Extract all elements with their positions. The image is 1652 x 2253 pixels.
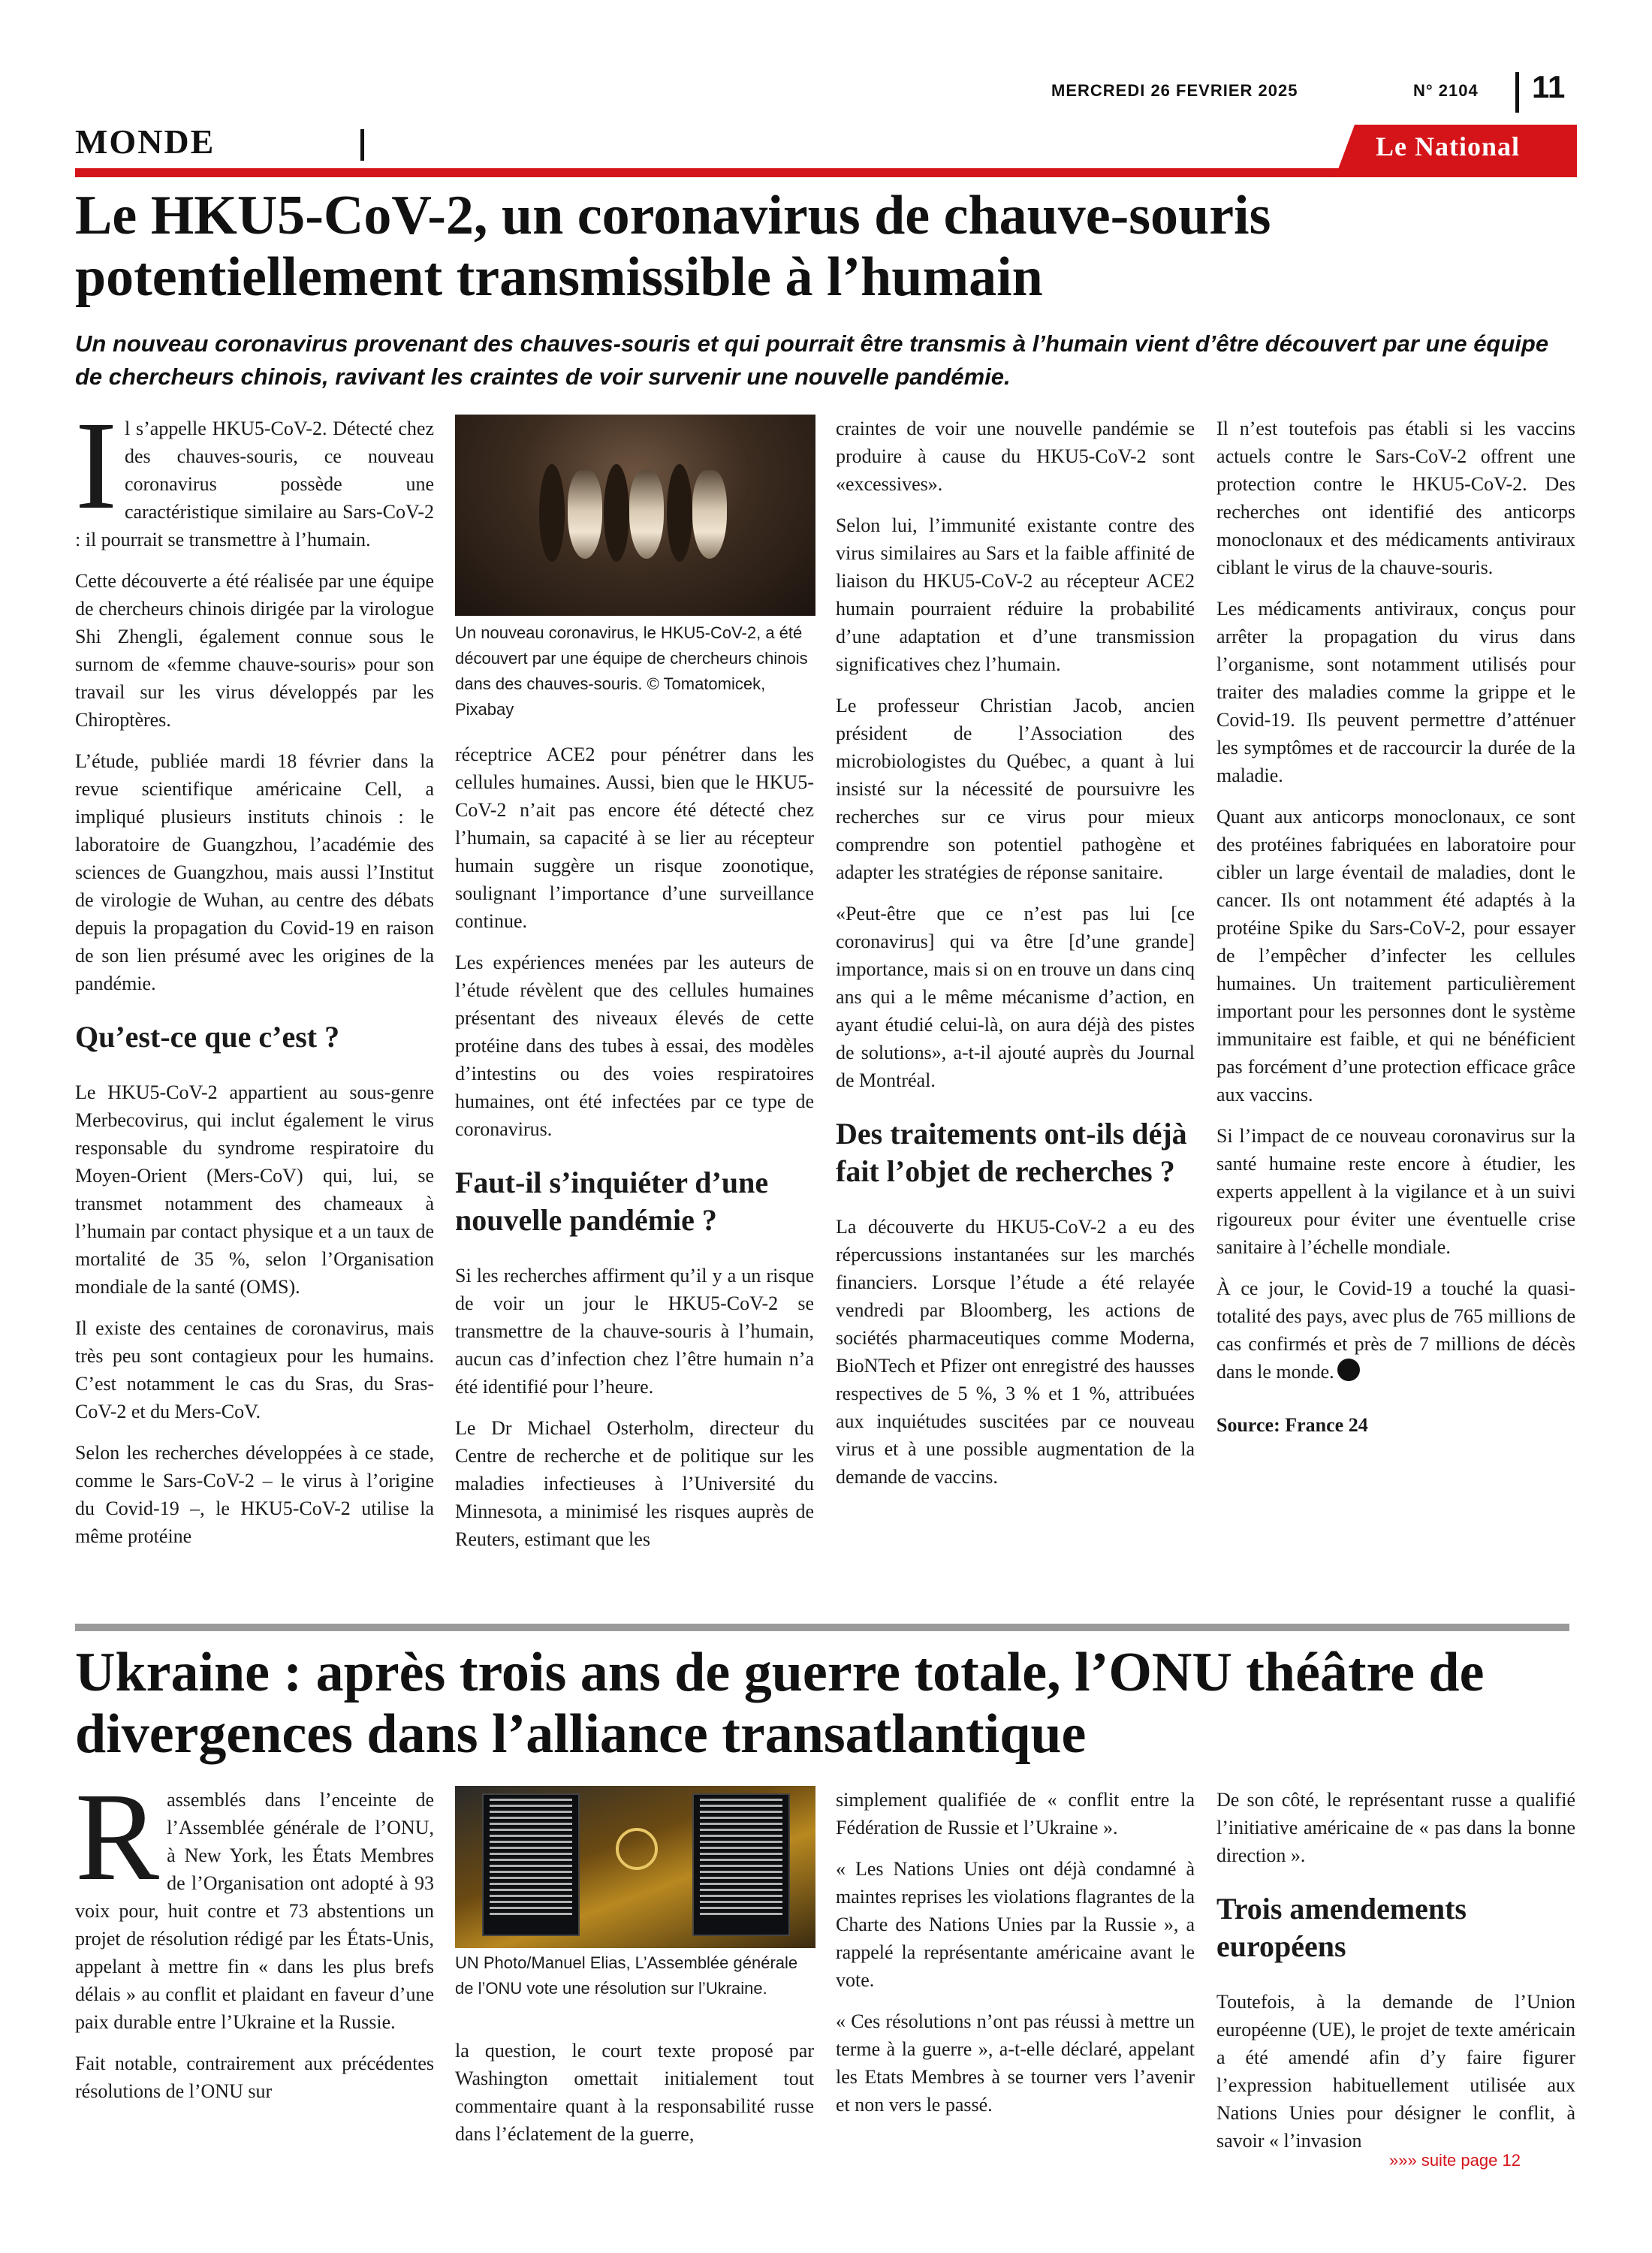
paragraph: Selon lui, l’immunité existante contre des virus similaires au Sars et la faible affinité de liaison du HKU5-CoV-2 au récepteur ACE2 humain pourraient réduire la probabilité d’une adaptation et d’une transmission significatives chez l’humain. [836, 514, 1195, 675]
paragraph: Le Dr Michael Osterholm, directeur du Centre de recherche et de politique sur les maladies infectieuses à l’Université du Minnesota, a minimisé les risques auprès de Reuters, estimant que les [455, 1417, 814, 1550]
paragraph: Toutefois, à la demande de l’Union européenne (UE), le projet de texte américain a été amendé afin d’y faire figurer l’expression habituellement utilisée aux Nations Unies pour désigner le conflit, à savoir « l’invasion [1216, 1991, 1575, 2152]
vote-board [692, 1793, 790, 1936]
article-column [1216, 1786, 1575, 2168]
bat [629, 470, 664, 559]
paragraph: De son côté, le représentant russe a qualifié l’initiative américaine de « pas dans la bonne direction ». [1216, 1789, 1575, 1866]
subheading: Trois amendements européens [1216, 1892, 1467, 1963]
lead-paragraph [75, 1767, 434, 2036]
paragraph: Les médicaments antiviraux, conçus pour arrêter la propagation du virus dans l’organisme, sont notamment utilisés pour traiter des maladies comme la grippe et le Covid-19. Ils peuvent permettre d’atténuer les symptômes et de raccourcir la durée de la maladie. [1216, 598, 1575, 786]
un-emblem-icon [616, 1828, 658, 1870]
article-column [1216, 415, 1575, 1452]
closing-paragraph [1216, 1274, 1575, 1386]
article-divider [75, 1624, 1569, 1631]
paragraph: Le professeur Christian Jacob, ancien président de l’Association des microbiologistes du Québec, a quant à lui insisté sur la nécessité de poursuivre les recherches sur ce virus pour mieux comprendre son potentiel pathogène et adapter les stratégies de réponse sanitaire. [836, 695, 1195, 883]
paragraph: «Peut-être que ce n’est pas lui [ce coronavirus] qui va être [d’une grande] importance, mais si on en trouve un dans cinq ans qui a le même mécanisme d’action, en ayant étudié celui-là, on aura déjà des pistes de solutions», a-t-il ajouté auprès du Journal de Montréal. [836, 903, 1195, 1091]
paragraph: Il existe des centaines de coronavirus, mais très peu sont contagieux pour les humains. C’est notamment le cas du Sras, du Sras-CoV-2 et du Mers-CoV. [75, 1317, 434, 1422]
article-headline [75, 1642, 1577, 1765]
brand-logo-text: Le National [1376, 131, 1521, 161]
lead-paragraph [75, 396, 434, 553]
lead-text: l s’appelle HKU5-CoV-2. Détecté chez des chauves-souris, ce nouveau coronavirus possède une caractéristique similaire au Sars-CoV-2 : il pourrait se transmettre à l’humain. [75, 418, 434, 550]
bat [692, 470, 727, 559]
page-number: 11 [1532, 69, 1566, 104]
paragraph: la question, le court texte proposé par Washington omettait initialement tout commentaire quant à la responsabilité russe dans l’éclatement de la guerre, [455, 2040, 814, 2145]
headline-line: potentiellement transmissible à l’humain [75, 246, 1043, 308]
paragraph: Les expériences menées par les auteurs de l’étude révèlent que des cellules humaines présentant des niveaux élevés de cette protéine dans des tubes à essai, des modèles d’intestins ou des voies respiratoires humaines, ont été infectées par ce type de coronavirus. [455, 952, 814, 1140]
subheading: Faut-il s’inquiéter d’une nouvelle pandémie ? [455, 1166, 769, 1237]
paragraph: réceptrice ACE2 pour pénétrer dans les cellules humaines. Aussi, bien que le HKU5-CoV-2 n’ait pas encore été détecté chez l’humain, sa capacité à se lier au récepteur humain suggère un risque zoonotique, soulignant l’importance d’une surveillance continue. [455, 743, 814, 932]
paragraph: « Ces résolutions n’ont pas réussi à mettre un terme à la guerre », a-t-elle déclaré, appelant les Etats Membres à se tourner vers l’avenir et non vers le passé. [836, 2010, 1195, 2116]
article-column [836, 1786, 1195, 2132]
paragraph: « Les Nations Unies ont déjà condamné à maintes reprises les violations flagrantes de la Charte des Nations Unies par la Russie », a rappelé la représentante américaine avant le vote. [836, 1858, 1195, 1991]
paragraph: L’étude, publiée mardi 18 février dans la revue scientifique américaine Cell, a impliqué plusieurs instituts chinois : le laboratoire de Guangzhou, l’académie des sciences de Guangzhou, mais aussi l’Institut de virologie de Wuhan, au centre des débats depuis la propagation du Covid-19 en raison de son lien présumé avec les origines de la pandémie. [75, 750, 434, 994]
paragraph: La découverte du HKU5-CoV-2 a eu des répercussions instantanées sur les marchés financiers. Lorsque l’étude a été relayée vendredi par Bloomberg, les actions de sociétés pharmaceutiques comme Moderna, BioNTech et Pfizer ont enregistré des hausses respectives de 5 %, 3 % et 1 %, attribuées aux inquiétudes suscitées par ce nouveau virus et à une possible augmentation de la demande de vaccins. [836, 1216, 1195, 1488]
section-divider [360, 129, 364, 161]
bat-wing [539, 464, 565, 562]
paragraph: Fait notable, contrairement aux précédentes résolutions de l’ONU sur [75, 2052, 434, 2102]
deck-line: Un nouveau coronavirus provenant des chauves-souris et qui pourrait être transmis à l’humain vient d’être découvert par une équipe [75, 330, 1549, 357]
issue-number: N° 2104 [1413, 81, 1479, 100]
closing-text: À ce jour, le Covid-19 a touché la quasi-totalité des pays, avec plus de 765 millions de cas confirmés et près de 7 millions de décès dans le monde. [1216, 1277, 1575, 1383]
subheading: Des traitements ont-ils déjà fait l’objet de recherches ? [836, 1117, 1187, 1188]
page-number-divider [1515, 72, 1519, 113]
paragraph: Si l’impact de ce nouveau coronavirus sur la santé humaine reste encore à étudier, les experts appellent à la vigilance et à un suivi rigoureux pour éviter une éventuelle crise sanitaire à l’échelle mondiale. [1216, 1125, 1575, 1258]
section-title: MONDE [75, 122, 216, 161]
article-column [75, 396, 434, 1564]
bat [568, 470, 602, 559]
article-column [75, 1767, 434, 2119]
subheading: Qu’est-ce que c’est ? [75, 1020, 340, 1054]
paragraph: Cette découverte a été réalisée par une équipe de chercheurs chinois dirigée par la virologue Shi Zhengli, également connue sous le surnom de «femme chauve-souris» pour son travail sur les virus développés par les Chiroptères. [75, 570, 434, 731]
paragraph: simplement qualifiée de « conflit entre la Fédération de Russie et l’Ukraine ». [836, 1789, 1195, 1838]
photo-caption: Un nouveau coronavirus, le HKU5-CoV-2, a été découvert par une équipe de chercheurs chinois dans des chauves-souris. © Tomatomicek, Pixabay [455, 623, 808, 719]
deck-line: de chercheurs chinois, ravivant les craintes de voir survenir une nouvelle pandémie. [75, 363, 1011, 390]
article-column [455, 2037, 814, 2161]
drop-cap: R [75, 1767, 160, 1907]
vote-board [482, 1793, 580, 1936]
article-deck [75, 327, 1577, 394]
paragraph: Le HKU5-CoV-2 appartient au sous-genre Merbecovirus, qui inclut également le virus responsable du syndrome respiratoire du Moyen-Orient (Mers-CoV) qui, lui, se transmet notamment des chameaux à l’humain par contact physique et a un taux de mortalité de 35 %, selon l’Organisation mondiale de la santé (OMS). [75, 1081, 434, 1298]
article-column [836, 415, 1195, 1504]
paragraph: craintes de voir une nouvelle pandémie se produire à cause du HKU5-CoV-2 sont «excessives». [836, 418, 1195, 495]
lead-text: assemblés dans l’enceinte de l’Assemblée générale de l’ONU, à New York, les États Membres de l’Organisation ont adopté à 93 voix pour, huit contre et 73 abstentions un projet de résolution rédigé par les États-Unis, appelant à mettre fin « dans les plus brefs délais » au conflit et plaidant en faveur d’une paix durable entre l’Ukraine et la Russie. [75, 1789, 434, 2033]
paragraph: Quant aux anticorps monoclonaux, ce sont des protéines fabriquées en laboratoire pour cibler un large éventail de maladies, dont le cancer. Ils ont notamment été adaptés à la protéine Spike du Sars-CoV-2, pour essayer de l’empêcher d’infecter les cellules humaines. Un traitement particulièrement important pour les personnes dont le système immunitaire est faible, et qui ne bénéficient pas forcément d’une protection efficace grâce aux vaccins. [1216, 806, 1575, 1105]
paragraph: Si les recherches affirment qu’il y a un risque de voir un jour le HKU5-CoV-2 se transmettre de la chauve-souris à l’humain, aucun cas d’infection chez l’être humain n’a été identifié pour l’heure. [455, 1265, 814, 1398]
article-column [455, 740, 814, 1567]
photo-caption: UN Photo/Manuel Elias, L’Assemblée générale de l’ONU vote une résolution sur l’Ukraine. [455, 1953, 798, 1998]
end-mark-icon [1337, 1359, 1360, 1381]
headline-line: Ukraine : après trois ans de guerre totale, l’ONU théâtre de [75, 1642, 1485, 1703]
paragraph: Il n’est toutefois pas établi si les vaccins actuels contre le Sars-CoV-2 offrent une protection contre le HKU5-CoV-2. Des recherches ont identifié des anticorps monoclonaux et des médicaments antiviraux ciblant le virus de la chauve-souris. [1216, 418, 1575, 578]
continued-on-page-link[interactable]: »»» suite page 12 [1389, 2151, 1521, 2170]
bats-photo [455, 415, 815, 616]
bat-wing [604, 464, 629, 562]
article-source: Source: France 24 [1216, 1414, 1368, 1436]
paragraph: Selon les recherches développées à ce stade, comme le Sars-CoV-2 – le virus à l’origine du Covid-19 –, le HKU5-CoV-2 utilise la même protéine [75, 1442, 434, 1547]
article-headline [75, 185, 1577, 308]
drop-cap: I [75, 396, 117, 535]
issue-date: MERCREDI 26 FEVRIER 2025 [1051, 81, 1298, 100]
bat-wing [667, 464, 692, 562]
headline-line: Le HKU5-CoV-2, un coronavirus de chauve-souris [75, 185, 1271, 246]
headline-line: divergences dans l’alliance transatlantique [75, 1703, 1087, 1765]
un-assembly-photo [455, 1786, 815, 1948]
